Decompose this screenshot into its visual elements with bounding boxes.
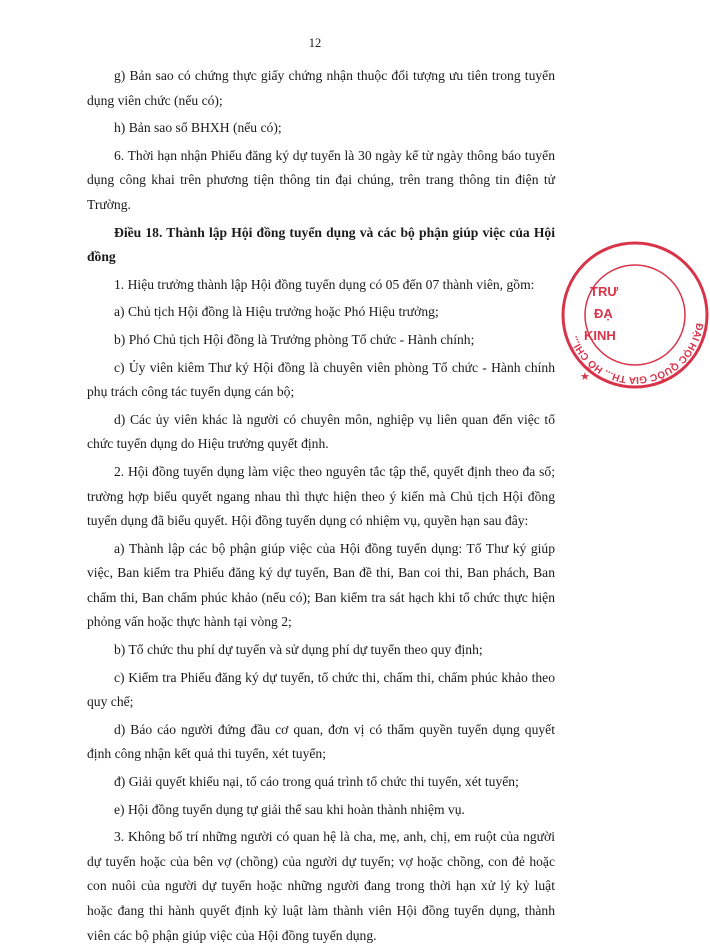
seal-inner-line-3: KINH — [584, 328, 616, 343]
paragraph-item-b: b) Phó Chủ tịch Hội đồng là Trưởng phòng Tổ chức - Hành chính; — [114, 331, 475, 347]
seal-inner-line-2: ĐẠ — [594, 306, 613, 321]
paragraph-duty-e: e) Hội đồng tuyển dụng tự giải thể sau khi hoàn thành nhiệm vụ. — [114, 801, 465, 817]
paragraph-item-d: d) Các ủy viên khác là người có chuyên môn, nghiệp vụ liên quan đến việc tổ chức tuyển dụng do Hiệu trưởng quyết định. — [87, 411, 555, 452]
document-body — [87, 64, 555, 948]
paragraph-item-c: c) Ủy viên kiêm Thư ký Hội đồng là chuyên viên phòng Tổ chức - Hành chính phụ trách công tác tuyển dụng cán bộ; — [87, 359, 555, 400]
official-seal-stamp — [560, 240, 710, 390]
paragraph-clause-2: 2. Hội đồng tuyển dụng làm việc theo nguyên tắc tập thể, quyết định theo đa số; trường hợp biểu quyết ngang nhau thì thực hiện theo ý kiến mà Chủ tịch Hội đồng tuyển dụng đã biểu quyết. Hội đồng tuyển dụng có nhiệm vụ, quyền hạn sau đây: — [87, 463, 555, 529]
paragraph-clause-6: 6. Thời hạn nhận Phiếu đăng ký dự tuyển là 30 ngày kể từ ngày thông báo tuyển dụng công khai trên phương tiện thông tin đại chúng, trên trang thông tin điện tử Trường. — [87, 147, 555, 212]
paragraph-duty-dd: đ) Giải quyết khiếu nại, tố cáo trong quá trình tổ chức thi tuyển, xét tuyển; — [114, 774, 519, 790]
seal-inner-line-1: TRƯ — [590, 284, 619, 299]
seal-star-icon: ★ — [580, 370, 590, 383]
paragraph-clause-3: 3. Không bố trí những người có quan hệ là cha, mẹ, anh, chị, em ruột của người dự tuyển hoặc của bên vợ (chồng) của người dự tuyển; vợ hoặc chồng, con đẻ hoặc con nuôi của người dự tuyển hoặc những người đang trong thời hạn xử lý kỷ luật hoặc đang thi hành quyết định kỷ luật làm thành viên Hội đồng tuyển dụng, thành viên các bộ phận giúp việc của Hội đồng tuyển dụng. — [87, 829, 555, 943]
paragraph-item-h: h) Bản sao sổ BHXH (nếu có); — [114, 120, 282, 136]
paragraph-duty-a: a) Thành lập các bộ phận giúp việc của Hội đồng tuyển dụng: Tổ Thư ký giúp việc, Ban kiểm tra Phiếu đăng ký dự tuyển, Ban đề thi, Ban coi thi, Ban phách, Ban chấm thi, Ban chấm phúc khảo (nếu có); Ban kiểm tra sát hạch khi tổ chức thực hiện phỏng vấn hoặc thực hành tại vòng 2; — [87, 540, 555, 630]
paragraph-clause-1: 1. Hiệu trưởng thành lập Hội đồng tuyển dụng có 05 đến 07 thành viên, gồm: — [114, 276, 535, 292]
paragraph-item-a: a) Chủ tịch Hội đồng là Hiệu trưởng hoặc Phó Hiệu trưởng; — [114, 304, 439, 320]
paragraph-duty-d: d) Báo cáo người đứng đầu cơ quan, đơn vị có thẩm quyền tuyển dụng quyết định công nhận kết quả thi tuyển, xét tuyển; — [87, 721, 555, 762]
paragraph-duty-c: c) Kiểm tra Phiếu đăng ký dự tuyển, tổ chức thi, chấm thi, chấm phúc khảo theo quy chế; — [87, 669, 555, 710]
article-18-heading: Điều 18. Thành lập Hội đồng tuyển dụng và các bộ phận giúp việc của Hội đồng — [87, 224, 555, 265]
paragraph-item-g: g) Bản sao có chứng thực giấy chứng nhận thuộc đối tượng ưu tiên trong tuyển dụng viên chức (nếu có); — [87, 68, 555, 108]
paragraph-duty-b: b) Tổ chức thu phí dự tuyển và sử dụng phí dự tuyển theo quy định; — [114, 642, 483, 658]
page-number: 12 — [308, 36, 322, 50]
seal-outer-text: ĐẠI HỌC QUỐC GIA TH... HỒ CHÍ... — [568, 322, 705, 386]
